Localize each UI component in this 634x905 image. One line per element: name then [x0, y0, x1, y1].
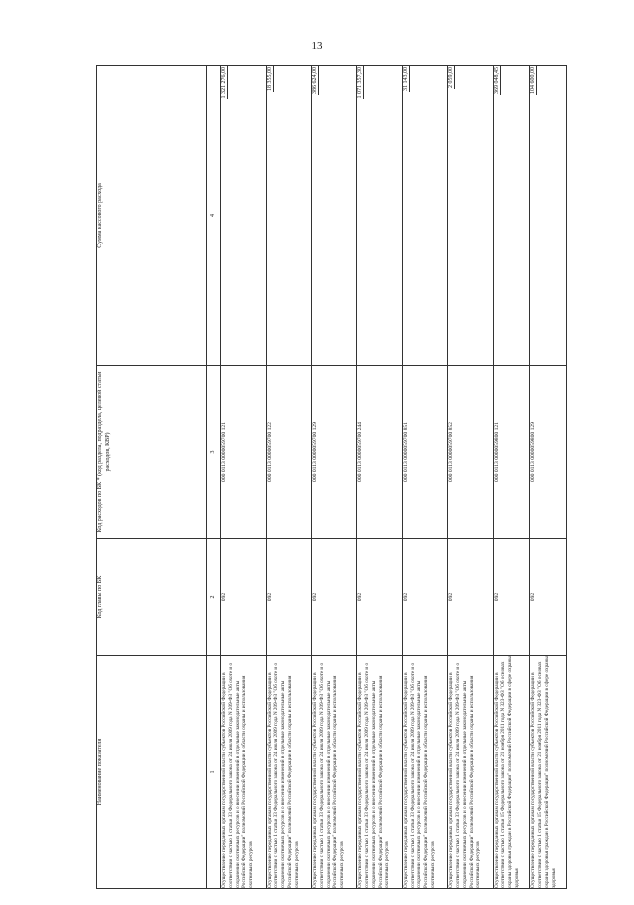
column-index: 4: [206, 66, 220, 366]
table-row: [266, 66, 311, 889]
table-row: [448, 66, 493, 889]
row-amount-value: 369 048,45: [493, 67, 500, 94]
table-row: [312, 66, 357, 889]
row-chapter-code: 092: [357, 539, 402, 656]
row-amount: [402, 66, 447, 366]
row-amount: [221, 66, 266, 366]
row-chapter-code: 092: [448, 539, 493, 656]
row-amount-value: 104 600,00: [530, 67, 537, 94]
row-amount: [266, 66, 311, 366]
rotated-table-frame: [96, 66, 567, 889]
table-body: [221, 66, 567, 889]
row-amount-value: 31 143,00: [402, 67, 409, 91]
column-header-chapter-code: Код главы по БК: [97, 539, 207, 656]
row-amount: [530, 66, 567, 366]
row-amount: [448, 66, 493, 366]
row-chapter-code: 092: [266, 539, 311, 656]
row-name: Осуществление переданных органам государственной власти субъектов Российской Федерации в соответствии с частью 1 статьи 33 Федерального закона от 24 июля 2009 года N 209-ФЗ "Об охоте и о сохранении охотничьих ресурсов и о внесении изменений в отдельные законодательные акты Российской Федерации" полномочий Российской Федерации в области охраны и использования охотничьих ресурсов: [448, 656, 493, 889]
table-row: [402, 66, 447, 889]
table-header-row: [97, 66, 207, 889]
column-header-expense-code: Код расходов по БК * (код раздела, подраздела, целевой статьи расходов, КВР): [97, 366, 207, 539]
table-row: [493, 66, 530, 889]
column-index-row: [206, 66, 220, 889]
row-amount-value: 1 321 276,00: [221, 67, 228, 99]
row-expense-code: 000 0113 0000059700 851: [402, 366, 447, 539]
row-expense-code: 000 0113 0000059700 852: [448, 366, 493, 539]
row-expense-code: 000 0113 0000059800 121: [493, 366, 530, 539]
row-name: Осуществление переданных органам государственной власти субъектов Российской Федерации в соответствии с частью 1 статьи 33 Федерального закона от 24 июля 2009 года N 209-ФЗ "Об охоте и о сохранении охотничьих ресурсов и о внесении изменений в отдельные законодательные акты Российской Федерации" полномочий Российской Федерации в области охраны и использования охотничьих ресурсов: [357, 656, 402, 889]
row-amount-value: 18 355,00: [266, 67, 273, 91]
row-chapter-code: 092: [402, 539, 447, 656]
row-amount-value: 2 059,00: [448, 67, 455, 88]
row-amount: [312, 66, 357, 366]
row-name: Осуществление переданных органам государственной власти субъектов Российской Федерации в соответствии с частью 1 статьи 33 Федерального закона от 24 июля 2009 года N 209-ФЗ "Об охоте и о сохранении охотничьих ресурсов и о внесении изменений в отдельные законодательные акты Российской Федерации" полномочий Российской Федерации в области охраны и использования охотничьих ресурсов: [402, 656, 447, 889]
row-chapter-code: 092: [530, 539, 567, 656]
row-amount: [493, 66, 530, 366]
row-chapter-code: 092: [493, 539, 530, 656]
column-header-name: Наименование показателя: [97, 656, 207, 889]
row-name: Осуществление переданных органам государственной власти субъектов Российской Федерации в соответствии с частью 1 статьи 15 Федерального закона от 21 ноября 2011 года N 323-ФЗ "Об основах охраны здоровья граждан в Российской Федерации" полномочий Российской Федерации в сфере охраны здоровья: [493, 656, 530, 889]
expense-report-table: [96, 65, 567, 889]
column-index: 3: [206, 366, 220, 539]
row-expense-code: 000 0113 0000059800 129: [530, 366, 567, 539]
table-row: [530, 66, 567, 889]
row-name: Осуществление переданных органам государственной власти субъектов Российской Федерации в соответствии с частью 1 статьи 33 Федерального закона от 24 июля 2009 года N 209-ФЗ "Об охоте и о сохранении охотничьих ресурсов и о внесении изменений в отдельные законодательные акты Российской Федерации" полномочий Российской Федерации в области охраны и использования охотничьих ресурсов: [221, 656, 266, 889]
table-row: [221, 66, 266, 889]
rotated-table: [96, 66, 567, 889]
table-row: [357, 66, 402, 889]
row-amount-value: 1 071 357,30: [357, 67, 364, 99]
row-name: Осуществление переданных органам государственной власти субъектов Российской Федерации в соответствии с частью 1 статьи 33 Федерального закона от 24 июля 2009 года N 209-ФЗ "Об охоте и о сохранении охотничьих ресурсов и о внесении изменений в отдельные законодательные акты Российской Федерации" полномочий Российской Федерации в области охраны и использования охотничьих ресурсов: [266, 656, 311, 889]
row-expense-code: 000 0113 0000059700 129: [312, 366, 357, 539]
column-header-amount: Сумма кассового расхода: [97, 66, 207, 366]
row-expense-code: 000 0113 0000059700 122: [266, 366, 311, 539]
row-expense-code: 000 0113 0000059700 121: [221, 366, 266, 539]
row-amount-value: 386 624,00: [312, 67, 319, 94]
column-index: 2: [206, 539, 220, 656]
column-index: 1: [206, 656, 220, 889]
row-chapter-code: 092: [312, 539, 357, 656]
row-chapter-code: 092: [221, 539, 266, 656]
page-number: 13: [311, 40, 323, 52]
row-expense-code: 000 0113 0000059700 244: [357, 366, 402, 539]
row-name: Осуществление переданных органам государственной власти субъектов Российской Федерации в соответствии с частью 1 статьи 15 Федерального закона от 21 ноября 2011 года N 323-ФЗ "Об основах охраны здоровья граждан в Российской Федерации" полномочий Российской Федерации в сфере охраны здоровья: [530, 656, 567, 889]
row-amount: [357, 66, 402, 366]
row-name: Осуществление переданных органам государственной власти субъектов Российской Федерации в соответствии с частью 1 статьи 33 Федерального закона от 24 июля 2009 года N 209-ФЗ "Об охоте и о сохранении охотничьих ресурсов и о внесении изменений в отдельные законодательные акты Российской Федерации" полномочий Российской Федерации в области охраны и использования охотничьих ресурсов: [312, 656, 357, 889]
